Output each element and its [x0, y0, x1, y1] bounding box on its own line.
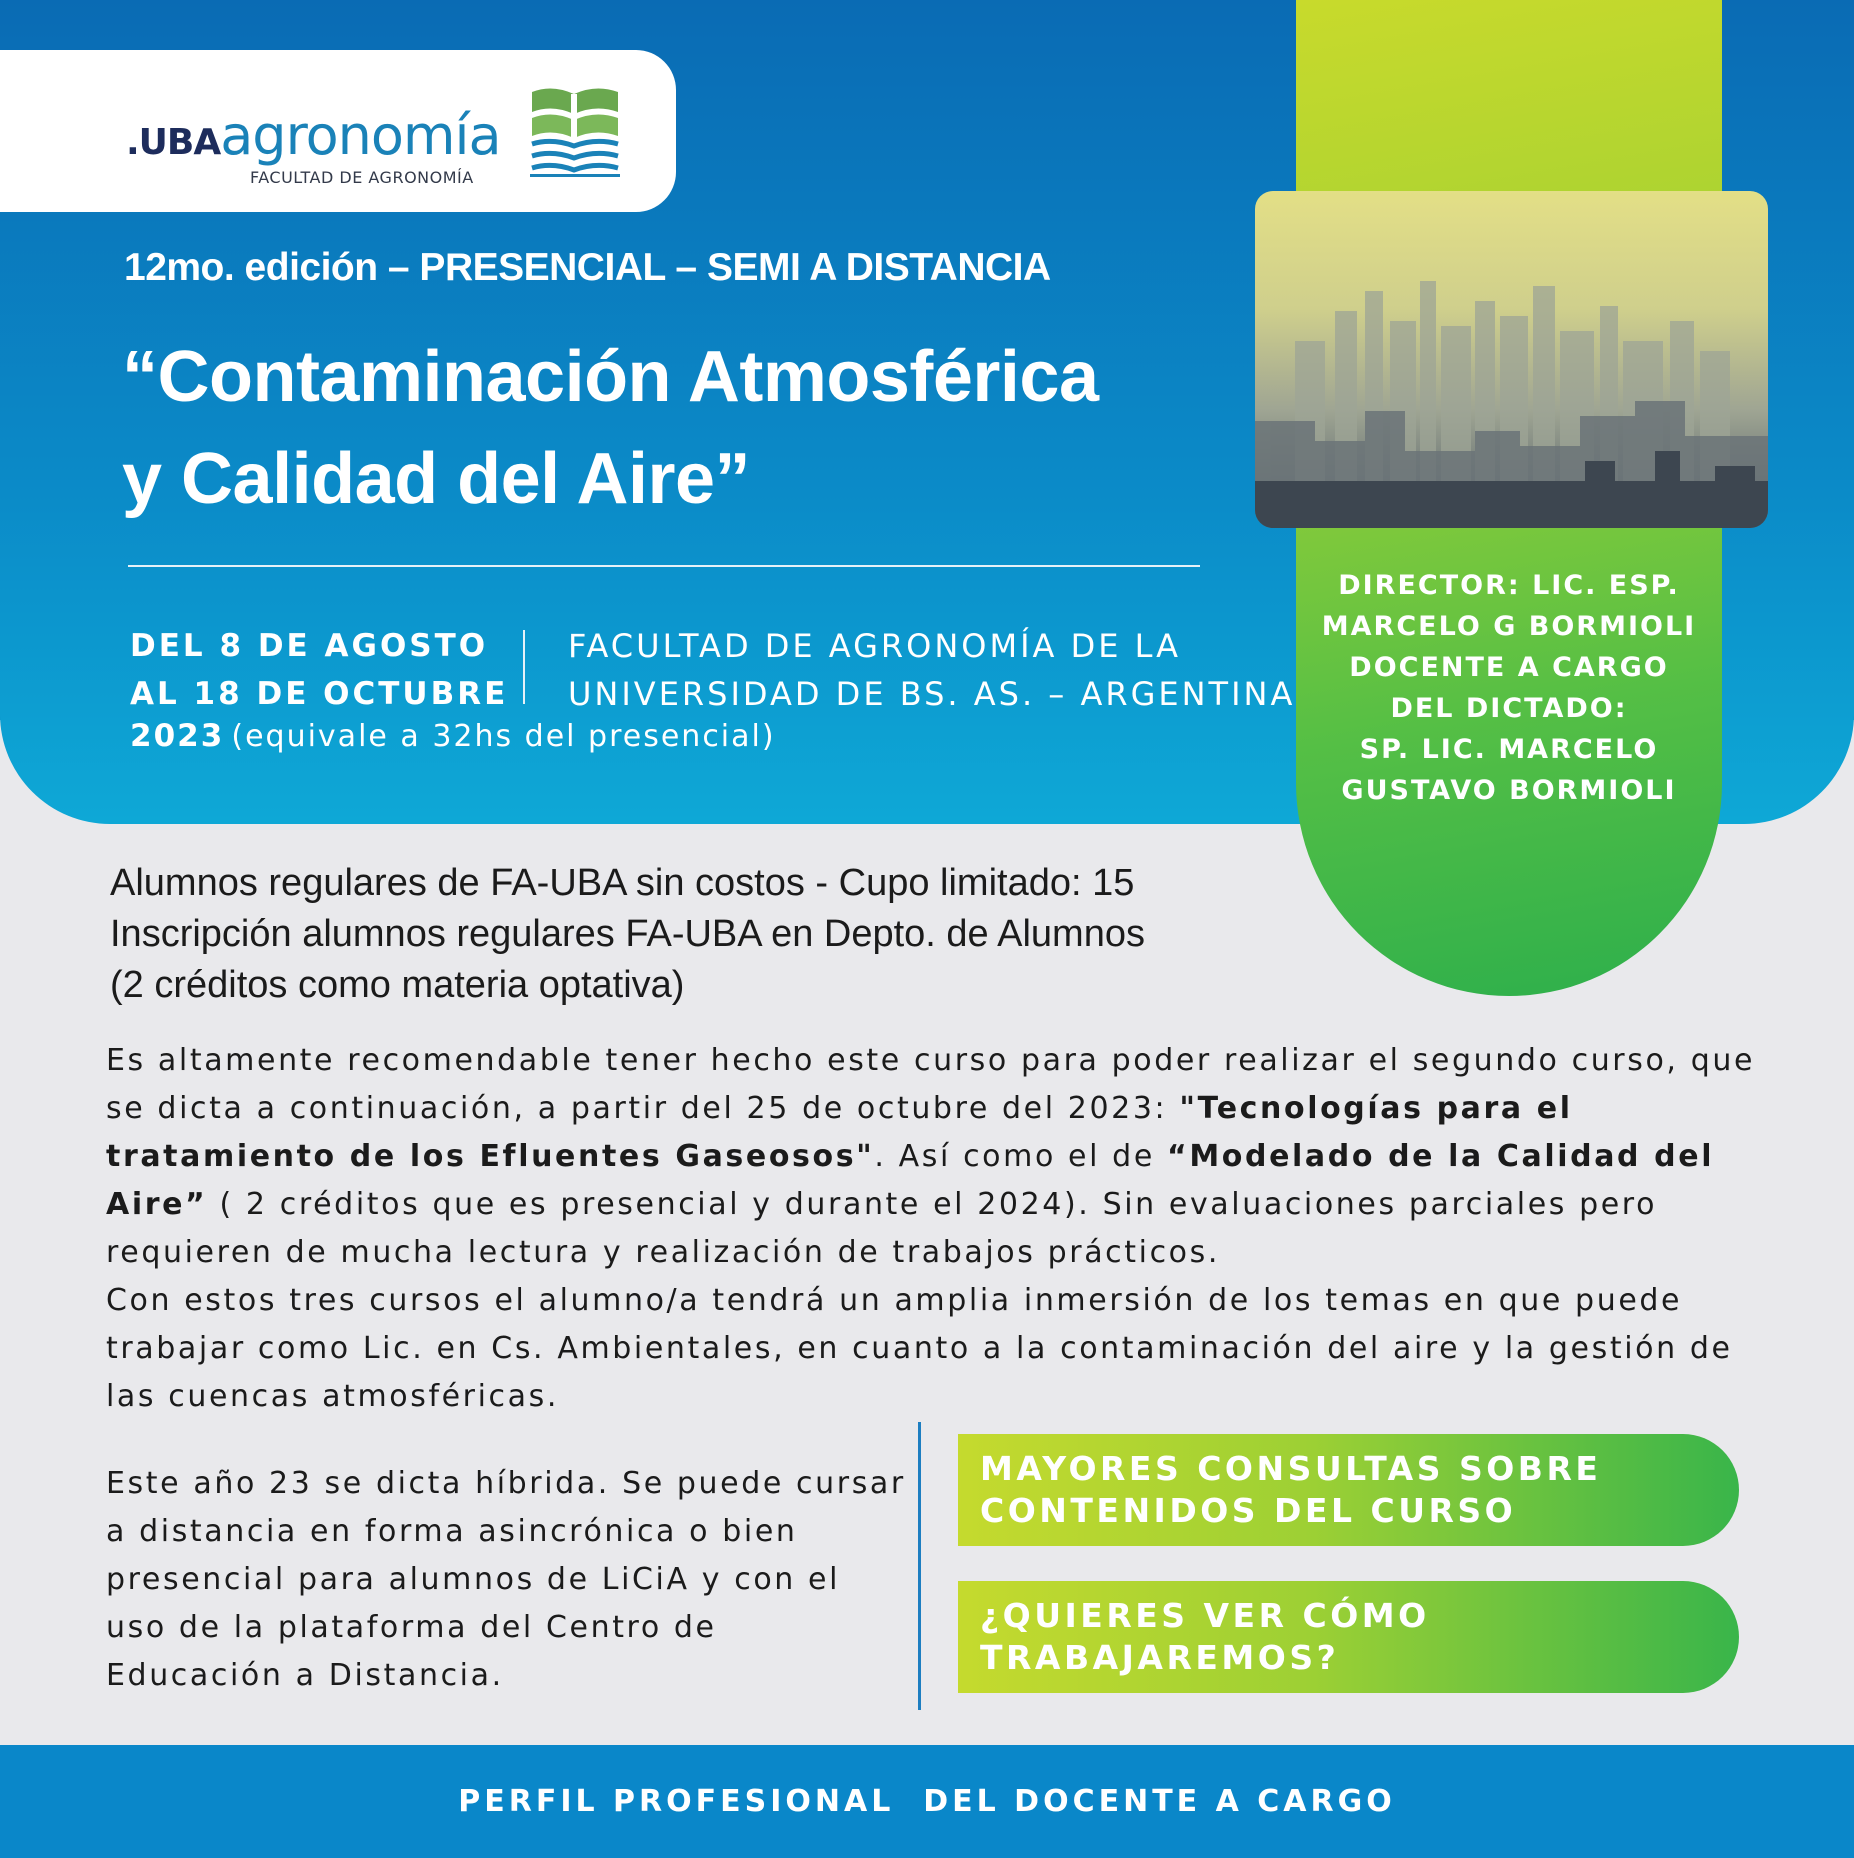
consultas-button[interactable] — [958, 1434, 1739, 1546]
dates-separator — [523, 630, 525, 704]
description-text: Es altamente recomendable tener hecho este curso para poder realizar el segundo curso, que se dicta a continuación, a partir del 25 de octubre del 2023: — [106, 1043, 1756, 1126]
course-location — [568, 622, 1295, 718]
director-line: GUSTAVO BORMIOLI — [1341, 775, 1677, 806]
brand-logo-text — [126, 104, 501, 167]
como-trabajaremos-button[interactable] — [958, 1581, 1739, 1693]
como-trabajaremos-label: ¿QUIERES VER CÓMO TRABAJAREMOS? — [980, 1596, 1430, 1677]
brand-agronomia: agronomía — [220, 104, 501, 167]
brand-uba: .UBA — [126, 122, 221, 163]
director-line: DEL DICTADO: — [1390, 693, 1628, 724]
faculty-emblem-icon — [530, 86, 620, 178]
logo-card[interactable] — [0, 50, 676, 212]
title-divider — [128, 565, 1200, 567]
year-value: 2023 — [130, 718, 225, 754]
perfil-profesional-link[interactable] — [0, 1745, 1854, 1858]
consultas-label-line2: CONTENIDOS DEL CURSO — [980, 1491, 1517, 1530]
edition-label: 12mo. edición – PRESENCIAL – SEMI A DISTANCIA — [124, 246, 1051, 289]
course-year — [130, 716, 776, 761]
brand-faculty: FACULTAD DE AGRONOMÍA — [250, 168, 474, 187]
director-line: DOCENTE A CARGO — [1349, 652, 1669, 683]
course-title-line1: “Contaminación Atmosférica — [122, 337, 1099, 417]
students-line1: Alumnos regulares de FA-UBA sin costos - Cupo limitado: 15 — [110, 862, 1135, 904]
description-paragraph-1 — [106, 1037, 1766, 1277]
students-line3: (2 créditos como materia optativa) — [110, 964, 685, 1006]
course-title-line2: y Calidad del Aire” — [122, 439, 751, 519]
students-info — [110, 858, 1145, 1011]
city-smog-photo — [1255, 191, 1768, 528]
description-paragraph-2: Con estos tres cursos el alumno/a tendrá un amplia inmersión de los temas en que puede trabajar como Lic. en Cs. Ambientales, en cuanto a la contaminación del aire y la gestión de las cuencas atmosféricas. — [106, 1283, 1733, 1414]
skyline-illustration — [1255, 191, 1768, 528]
students-line2: Inscripción alumnos regulares FA-UBA en Depto. de Alumnos — [110, 913, 1145, 955]
description-text: ( 2 créditos que es presencial y durante el 2024). Sin evaluaciones parciales pero requieren de mucha lectura y realización de trabajos prácticos. — [106, 1187, 1658, 1270]
location-line2: UNIVERSIDAD DE BS. AS. – ARGENTINA — [568, 675, 1296, 713]
course-name-modeling: “Modelado de la Calidad del Aire” — [106, 1139, 1715, 1222]
hours-equivalence: (equivale a 32hs del presencial) — [231, 719, 776, 754]
column-separator — [918, 1422, 921, 1710]
course-dates — [130, 622, 508, 718]
consultas-label — [980, 1448, 1601, 1532]
hybrid-info: Este año 23 se dicta híbrida. Se puede cursar a distancia en forma asincrónica o bien presencial para alumnos de LiCiA y con el uso de la plataforma del Centro de Educación a Distancia. — [106, 1466, 906, 1693]
director-info — [1300, 565, 1718, 811]
course-title — [122, 326, 1222, 530]
director-line: DIRECTOR: LIC. ESP. — [1338, 570, 1680, 601]
course-name-effluents: "Tecnologías para el tratamiento de los Efluentes Gaseosos" — [106, 1091, 1573, 1174]
consultas-label-line1: MAYORES CONSULTAS SOBRE — [980, 1449, 1602, 1488]
director-line: MARCELO G BORMIOLI — [1321, 611, 1697, 642]
director-line: SP. LIC. MARCELO — [1359, 734, 1659, 765]
description-text: . Así como el de — [874, 1139, 1168, 1174]
footer-label: PERFIL PROFESIONAL DEL DOCENTE A CARGO — [458, 1784, 1396, 1819]
course-description — [106, 1037, 1766, 1421]
dates-line2: AL 18 DE OCTUBRE — [130, 676, 509, 712]
location-line1: FACULTAD DE AGRONOMÍA DE LA — [568, 627, 1182, 665]
dates-line1: DEL 8 DE AGOSTO — [130, 628, 489, 664]
